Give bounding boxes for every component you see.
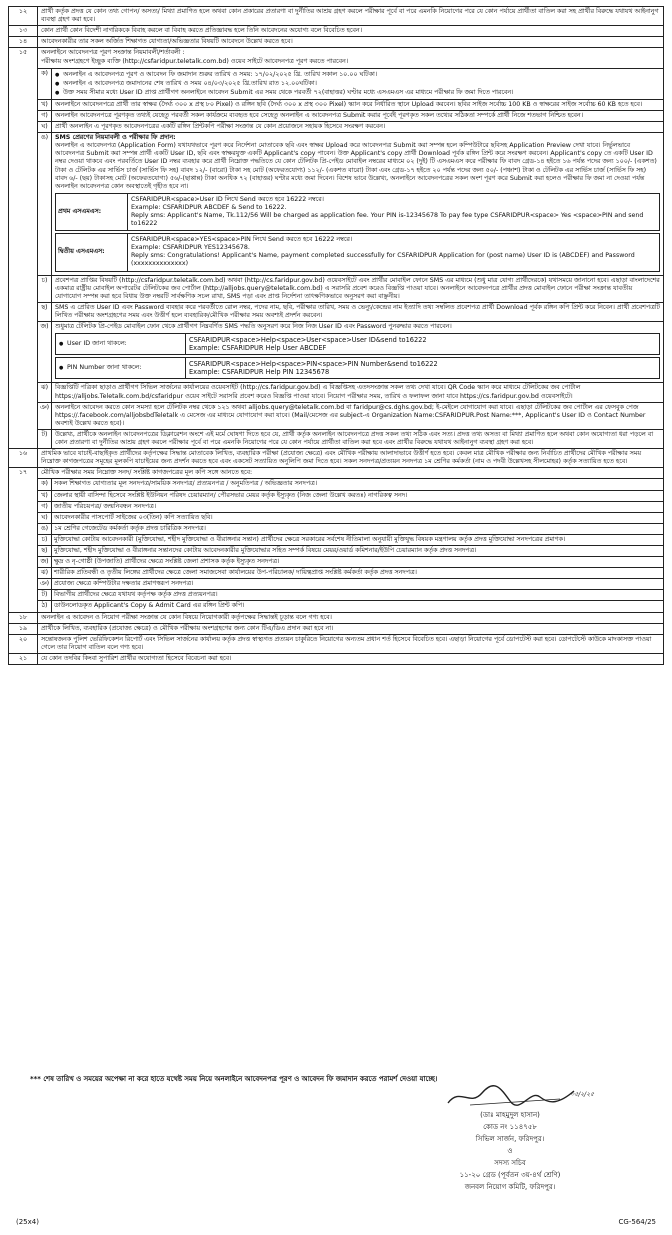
sms-instructions: অনলাইন এ আবেদনপত্র (Application Form) যথাযথভাবে পূরণ করে নির্দেশনা মোতাবেক ছবি এবং স্বাক্ষর Upload করে আবেদনপত্র Submit করা সম্পন্ন হলে কম্পিউটারে ছবিসহ Application Preview দেখা যাবে। নির্ভুলভাবে আবেদনপত্র Submit করা সম্পন্ন প্রার্থী একটি User ID, ছবি এবং স্বাক্ষরযুক্ত একটি Applicant's copy পাবেন। উক্ত Applicant's copy প্রার্থী Download পূর্বক রঙ্গিন প্রিন্ট করে সংরক্ষণ করবেন। Applicant's copy তে একটি User ID নম্বর দেওয়া থাকবে এবং পরবর্তিতে User ID নম্বর ব্যবহার করে প্রার্থী নিম্নোক্ত পদ্ধতিতে যে কোন টেলিটক প্রি-পেইড মোবাইল নম্বরের মাধ্যমে ০২ (দুই) টি এসএমএস করে পরীক্ষার ফি বাবদ গ্রেড-১৪ হইতে ১৬ পর্যন্ত পদের জন্য ১০০/- (একশত) টাকা ও টেলিটক এর সার্ভিস চার্জ (সার্ভিস ফি সহ) বাবদ ১২/- (বারো) টাকা সহ মোট (অফেরতযোগ্য) ১১২/- (একশত বারো) টাকা এবং গ্রেড-১৭ হইতে ২০ পর্যন্ত পদের জন্য ৫০/- (পঞ্চাশ) টাকা ও টেলিটক এর সার্ভিস চার্জ (সার্ভিস ফি সহ) বাবদ ৬/- (ছয়) টাকাসহ মোট (অফেরতযোগ্য) ৫৬/-(ছাপ্পান্ন) টাকা অনধিক ৭২ (বাহাত্তর) ঘণ্টার মধ্যে জমা দিবেন। বিশেষ ভাবে উল্লেখ্য, অনলাইনে আবেদনপত্রের সকল অংশ পূরণ করে Submit করা হলেও পরীক্ষার ফি জমা না দেওয়া পর্যন্ত অনলাইন আবেদনপত্র কোন অবস্থাতেই গৃহীত হবে না। <box>55 142 657 190</box>
signature-block <box>420 1083 600 1193</box>
table-row: ১৯ প্রার্থীকে লিখিত, ব্যবহারিক (প্রযোজ্য ক্ষেত্রে) ও মৌখিক পরীক্ষায় অংশগ্রহণের জন্য কোন টিএ/ডিএ প্রদান করা হবে না। <box>9 623 664 634</box>
list-item: ● অনলাইন এ আবেদনপত্র জমাদানের শেষ তারিখ ও সময় ০৪/০৩/২০২৫ খ্রি.তারিখ রাত ১২.০০ঘটিকা। <box>55 80 660 88</box>
signature-icon <box>440 1083 580 1109</box>
signatory-name: (ডাঃ মাহমুদুল হাসান) <box>480 1111 540 1119</box>
signatory-committee: জনবল নিয়োগ কমিটি, ফরিদপুর। <box>464 1183 556 1191</box>
table-row-documents: ১৭ মৌখিক পরীক্ষার সময় নিম্নোক্ত সনদ/ সংশ্লিষ্ট কাগজপত্রের মূল কপি সঙ্গে আনতে হবে: ক) সকল শিক্ষাগত যোগ্যতার মূল সনদপত্র/সাময়িক সনদপত্র/ প্রত্যয়নপত্র / অনুমতিপত্র / অভিজ্ঞতার সনদপত্র। খ) জেলার স্থায়ী বাসিন্দা হিসেবে সংশ্লিষ্ট ইউনিয়ন পরিষদ চেয়ারম্যান/ পৌরসভার মেয়র কর্তৃক ইস্যুকৃত (নিজ জেলা উল্লেখ করতঃ) নাগরিকত্ব সনদ। গ) জাতীয় পরিচয়পত্র/ জন্মনিবন্ধন সনদপত্র। ঘ) আবেদনকারীর পাসপোর্ট সাইজের ০৩(তিন) কপি সত্যায়িত ছবি। ঙ) ১ম শ্রেণির গেজেটেড কর্মকর্তা কর্তৃক প্রদত্ত চারিত্রিক সনদপত্র। চ) মুক্তিযোদ্ধা কোটায় আবেদনকারী (মুক্তিযোদ্ধা, শহীদ মুক্তিযোদ্ধা ও বীরাঙ্গনার সন্তান) প্রার্থীদের ক্ষেত্রে সরকারের সর্বশেষ নীতিমালা অনুযায়ী মুক্তিযুদ্ধ বিষয়ক মন্ত্রণালয় কর্তৃক প্রদত্ত মুক্তিযোদ্ধা সনদপত্রের প্রমাণক। ছ) মুক্তিযোদ্ধা, শহীদ মুক্তিযোদ্ধা ও বীরাঙ্গনার সন্তানদের কোটায় আবেদনকারীর মুক্তিযোদ্ধার সহিত সম্পর্ক বিষয়ে মেয়র/ওয়ার্ড কমিশনার/ইউপি চেয়ারম্যান কর্তৃক প্রদত্ত সনদপত্র। জ) ক্ষুদ্র ও নৃ-গোষ্ঠী (উপজাতি) প্রার্থীদের ক্ষেত্রে সংশ্লিষ্ট জেলা প্রশাসক কর্তৃক ইস্যুকৃত সনদপত্র। ঝ) শারীরিক প্রতিবন্ধী ও তৃতীয় লিঙ্গের প্রার্থীদের ক্ষেত্রে জেলা সমাজসেবা কার্যালয়ের উপ-পরিচালক/ দায়িত্বপ্রাপ্ত সংশ্লিষ্ট কর্মকর্তা কর্তৃক প্রদত্ত সনদপত্র। ঞ) প্রযোজ্য ক্ষেত্রে কম্পিউটার দক্ষতার প্রমাণস্বরূপ সনদপত্র। ট) বিভাগীয় প্রার্থীদের ক্ষেত্রে যথাযথ কর্তৃপক্ষ কর্তৃক প্রদত্ত প্রত্যয়নপত্র। ঠ) ডাউনলোডকৃত Applicant's Copy & Admit Card এর রঙ্গিন প্রিন্ট কপি। <box>9 468 664 612</box>
table-row: ১৪ আবেদনকারীর তার সকল অর্জিত শিক্ষাগত যোগ্যতা/অভিজ্ঞতার বিষয়টি আবেদনে উল্লেখ করতে হবে। <box>9 37 664 48</box>
signatory-secretary: সদস্য সচিব <box>494 1159 526 1167</box>
signatory-designation: সিভিল সার্জন, ফরিদপুর। <box>475 1135 545 1143</box>
sub-ga: গ) অনলাইন আবেদনপত্রে পূরণকৃত তথ্যই যেহেতু পরবর্তী সকল কার্যক্রমে ব্যবহৃত হবে সেহেতু অনলাইন এ আবেদনপত্র Submit করার পূর্বেই পূরণকৃত সকল তথ্যের সঠিকতা সম্পর্কে প্রার্থী নিজে শতভাগ নিশ্চিত হবেন। <box>38 110 663 121</box>
sub-gha: ঘ) প্রার্থী অনলাইন এ পূরণকৃত আবেদনপত্রের একটি রঙ্গিন প্রিন্টকপি পরীক্ষা সংক্রান্ত যে কোন প্রয়োজনে সহায়ক হিসেবে সংরক্ষণ করবেন। <box>38 121 663 132</box>
documents-title: মৌখিক পরীক্ষার সময় নিম্নোক্ত সনদ/ সংশ্লিষ্ট কাগজপত্রের মূল কপি সঙ্গে আনতে হবে: <box>41 469 253 477</box>
sub-ja: জ) শুধুমাত্র টেলিটক প্রি-পেইড মোবাইল ফোন থেকে প্রার্থীগণ নিম্নবর্ণিত SMS পদ্ধতি অনুসরণ করে নিজ নিজ User ID এবং Password পুনরুদ্ধার করতে পারবেন। ● User ID জানা থাকলে: CSFARIDPUR<space>Help<space>User<space>User ID&send to16222 Example: CSFARIDPUR Help User ABCDEF ● PIN Number জানা থাকলে: CSFARIDPUR<space>Help<space>PIN<space>PIN Number&send to16222 Example: CSFARIDPUR Help PIN 12345678 <box>38 321 663 382</box>
signatory-code: কোড নং ১১৪৭৫৮ <box>483 1123 537 1131</box>
sub-chha: ছ) SMS এ প্রেরিত User ID এবং Password ব্যবহার করে পরবর্তীতে রোল নম্বর, পদের নাম, ছবি, পরীক্ষার তারিখ, সময় ও ভেন্যু/কেন্দ্রের নাম ইত্যাদি তথ্য সম্বলিত প্রবেশপত্র প্রার্থী Download পূর্বক রঙ্গিন কপি প্রিন্ট করে নিবেন। প্রার্থী প্রবেশপত্রটি লিখিত পরীক্ষায় অংশগ্রহণের সময় এবং উত্তীর্ণ হলে ব্যবহারিক/মৌখিক পরীক্ষার সময় অবশ্যই প্রদর্শন করবেন। <box>38 302 663 321</box>
table-row-online-rules: ১৫ অনলাইনে আবেদনপত্র পূরণ সংক্রান্ত নিয়মাবলী/শর্তাবলী : পরীক্ষায় অংশগ্রহণে ইচ্ছুক ব্যক্তি (http://csfaridpur.teletalk.com.bd) ওয়েব সাইটে আবেদনপত্র পূরণ করতে পারবেন। ক) ● অনলাইন এ আবেদনপত্র পূরণ ও আবেদন ফি জমাদান শুরুর তারিখ ও সময়: ১৭/০২/২০২৫ খ্রি. তারিখ সকাল ১০.০০ ঘটিকা। ● অনলাইন এ আবেদনপত্র জমাদানের শেষ তারিখ ও সময় ০৪/০৩/২০২৫ খ্রি.তারিখ রাত ১২.০০ঘটিকা। ● উক্ত সময় সীমার মধ্যে User ID প্রাপ্ত প্রার্থীগণ অনলাইনে আবেদন Submit এর সময় থেকে পরবর্তী ৭২(বাহাত্তর) ঘণ্টার মধ্যে এসএমএস এর মাধ্যমে পরীক্ষার ফি জমা দিতে পারবেন। খ) অনলাইনে আবেদনপত্রে প্রার্থী তার স্বাক্ষর (দৈর্ঘ্য ৩০০ x প্রস্থ ৮০ Pixel) ও রঙ্গিন ছবি (দৈর্ঘ্য ৩০০ x প্রস্থ ৩০০ Pixel) স্ক্যান করে নির্ধারিত স্থানে Upload করবেন। ছবির সাইজ সর্বোচ্চ 100 KB ও স্বাক্ষরের সাইজ সর্বোচ্চ 60 KB হতে হবে। গ) অনলাইন আবেদনপত্রে পূরণকৃত তথ্যই যেহেতু পরবর্তী সকল কার্যক্রমে ব্যবহৃত হবে সেহেতু অনলাইন এ আবেদনপত্র Submit করার পূর্বেই পূরণকৃত সকল তথ্যের সঠিকতা সম্পর্কে প্রার্থী নিজে শতভাগ নিশ্চিত হবেন। ঘ) প্রার্থী অনলাইন এ পূরণকৃত আবেদনপত্রের একটি রঙ্গিন প্রিন্টকপি পরীক্ষা সংক্রান্ত যে কোন প্রয়োজনে সহায়ক হিসেবে সংরক্ষণ করবেন। ঙ) SMS প্রেরণের নিয়মাবলী ও পরীক্ষার ফি প্রদান: অনলাইন এ আবেদনপত্র (Application Form) যথাযথভাবে পূরণ করে নির্দেশনা মোতাবেক ছবি এবং স্বাক্ষর Upload করে আবেদনপত্র Submit করা সম্পন্ন হলে কম্পিউটারে ছবিসহ Application Preview দেখা যাবে। নির্ভুলভাবে আবেদনপত্র Submit করা সম্পন্ন প্রার্থী একটি User ID, ছবি এবং স্বাক্ষরযুক্ত একটি Applicant's copy পাবেন। উক্ত Applicant's copy প্রার্থী Download পূর্বক রঙ্গিন প্রিন্ট করে সংরক্ষণ করবেন। Applicant's copy তে একটি User ID নম্বর দেওয়া থাকবে এবং পরবর্তিতে User ID নম্বর ব্যবহার করে প্রার্থী নিম্নোক্ত পদ্ধতিতে যে কোন টেলিটক প্রি-পেইড মোবাইল নম্বরের মাধ্যমে ০২ (দুই) টি এসএমএস করে পরীক্ষার ফি বাবদ গ্রেড-১৪ হইতে ১৬ পর্যন্ত পদের জন্য ১০০/- (একশত) টাকা ও টেলিটক এর সার্ভিস চার্জ (সার্ভিস ফি সহ) বাবদ ১২/- (বারো) টাকা সহ মোট (অফেরতযোগ্য) ১১২/- (একশত বারো) টাকা এবং গ্রেড-১৭ হইতে ২০ পর্যন্ত পদের জন্য ৫০/- (পঞ্চাশ) টাকা ও টেলিটক এর সার্ভিস চার্জ (সার্ভিস ফি সহ) বাবদ ৬/- (ছয়) টাকাসহ মোট (অফেরতযোগ্য) ৫৬/-(ছাপ্পান্ন) টাকা অনধিক ৭২ (বাহাত্তর) ঘণ্টার মধ্যে জমা দিবেন। বিশেষ ভাবে উল্লেখ্য, অনলাইনে আবেদনপত্রের সকল অংশ পূরণ করে Submit করা হলেও পরীক্ষার ফি জমা না দেওয়া পর্যন্ত অনলাইন আবেদনপত্র কোন অবস্থাতেই গৃহীত হবে না। প্রথম এসএমএস: CSFARIDPUR<space>User ID লিখে Send করতে হবে 16222 নম্বরে। Example: CSFARIDPUR ABCDEF & Send to 16222. Reply sms: Applicant's Name, Tk.112/56 Will be charged as application fee. Your PIN is-12345678 To pay fee type CSFARIDPUR<space> Yes <space>PIN and send to16222 দ্বিতীয় এসএমএস: CSFARIDPUR<space>YES<space>PIN লিখে Send করতে হবে 16222 নম্বরে। Example: CSFARIDPUR YES12345678. Reply sms: Congratulations! Applicant's Name, payment completed successfully for CSFARIDPUR Application for (post name) User ID is (ABCDEF) and Password (xxxxxxxxxxxxxx) চ) প্রবেশপত্র প্রাপ্তির বিষয়টি (http://csfaridpur.teletalk.com.bd) অথবা (http://cs.faridpur.gov.bd) ওয়েবসাইটে এবং প্রার্থীর মোবাইল ফোনে SMS এর মাধ্যমে (শুধু মাত্র যোগ্য প্রার্থীদেরকে) যথাসময়ে জানানো হবে। এছাড়া বাংলাদেশের একমাত্র রাষ্ট্রীয় মোবাইল অপারেটর টেলিটকের জব পোর্টাল (http://alljobs.query@teletalk.com.bd) এ সরাসরি প্রবেশ করেও বিজ্ঞপ্তি পাওয়া যাবে। অনলাইনে আবেদনপত্রে প্রার্থীর প্রদত্ত মোবাইল ফোনে পরীক্ষা সংক্রান্ত যাবতীয় যোগাযোগ সম্পন্ন করা হবে বিধায় উক্ত নম্বরটি সার্বক্ষণিক সচল রাখা, SMS পড়া এবং প্রাপ্ত নির্দেশনা তাৎক্ষণিকভাবে অনুসরণ করা বাঞ্ছনীয়। ছ) SMS এ প্রেরিত User ID এবং Password ব্যবহার করে পরবর্তীতে রোল নম্বর, পদের নাম, ছবি, পরীক্ষার তারিখ, সময় ও ভেন্যু/কেন্দ্রের নাম ইত্যাদি তথ্য সম্বলিত প্রবেশপত্র প্রার্থী Download পূর্বক রঙ্গিন কপি প্রিন্ট করে নিবেন। প্রার্থী প্রবেশপত্রটি লিখিত পরীক্ষায় অংশগ্রহণের সময় এবং উত্তীর্ণ হলে ব্যবহারিক/মৌখিক পরীক্ষার সময় অবশ্যই প্রদর্শন করবেন। জ) শুধুমাত্র টেলিটক প্রি-পেইড মোবাইল ফোন থেকে প্রার্থীগণ নিম্নবর্ণিত SMS পদ্ধতি অনুসরণ করে নিজ নিজ User ID এবং Password পুনরুদ্ধার করতে পারবেন। ● User ID জানা থাকলে: CSFARIDPUR<space>Help<space>User<space>User ID&send to16222 Example: CSFARIDPUR Help User ABCDEF ● PIN Number জানা থাকলে: CSFARIDPUR<space>Help<space>PIN<space>PIN Number&send to16222 Example: CSFARIDPUR Help PIN 12345678 ঝ) বিজ্ঞপ্তিটি পত্রিকা ছাড়াও প্রার্থীগণ সিভিল সার্জনের কার্যালয়ের ওয়েবসাইট (http://cs.faridpur.gov.bd) এ বিজ্ঞপ্তিসহ এতদসংক্রান্ত সকল তথ্য দেখা যাবে। QR Code স্ক্যান করে মাধ্যমে টেলিটকের জব পোর্টাল https://alljobs.Teletalk.com.bd/csfaridpur ওয়েব সাইটে সরাসরি প্রবেশ করেও বিজ্ঞপ্তি পাওয়া যাবে। নিয়োগ পরীক্ষার সময়, তারিখ ও ফলাফল জানা যাবে https://cs.faridpur.gov.bd ওয়েবসাইটে। ঞ) অনলাইনে আবেদন করতে কোন সমস্যা হলে টেলিটক নম্বর থেকে ১২১ অথবা alljobs.query@teletalk.com.bd বা faridpur@cs.dghs.gov.bd; ই-মেইলে যোগাযোগ করা যাবে। এছাড়া টেলিটকের জব পোর্টাল এর ফেসবুক পেজ https://.facebook.com/alljobsbdTeletalk এ মেসেজ এর মাধ্যমে যোগাযোগ করা যাবে। (Mail/মেসেজ এর subject-এ Organization Name:CSFARIDPUR.Post Name:***, Applicant's User ID ও Contact Number অবশ্যই উল্লেখ করতে হবে)। ট) উল্লেখ্য, প্রার্থীকে অনলাইন আবেদনপত্রের ডিক্লারেশন অংশে এই মর্মে ঘোষণা দিতে হবে যে, প্রার্থী কর্তৃক অনলাইন আবেদনপত্রে প্রদত্ত সকল তথ্য সঠিক এবং সত্য। প্রদত্ত তথ্য অসত্য বা মিথ্যা প্রমাণিত হলে অথবা কোন অযোগ্যতা ধরা পড়লে বা কোন প্রতারণা বা দুর্নীতির আশ্রয় গ্রহণ করলে পরীক্ষার পূর্বে বা পরে এমনকি নিয়োগের পরে যে কোন পর্যায়ে প্রার্থীতা বাতিল করা হবে এবং প্রার্থীর বিরুদ্ধে যথাযথ আইনানুগ ব্যবস্থা গ্রহণ করা হবে। <box>9 48 664 449</box>
table-row: ১৩ কোন প্রার্থী কোন বিদেশী নাগরিককে বিবাহ করলে বা বিবাহ করতে প্রতিজ্ঞাবদ্ধ হলে তিনি আবেদনের অযোগ্য বলে বিবেচিত হবেন। <box>9 26 664 37</box>
table-row: ১২ প্রার্থী কর্তৃক প্রদত্ত যে কোন তথ্য গোপন/ অসত্য/ মিথ্যা প্রমাণিত হলে অথবা কোন প্রকারের প্রতারণা বা দুর্নীতির আশ্রয় গ্রহণ করলে পরীক্ষার পূর্বে বা পরে এমনকি নিয়োগের পরে যে কোন পর্যায়ে প্রার্থীতা বাতিল করা সহ প্রার্থীর বিরুদ্ধে যথাযথ আইনানুগ ব্যবস্থা গ্রহণ করা হবে। <box>9 7 664 26</box>
sms-heading: SMS প্রেরণের নিয়মাবলী ও পরীক্ষার ফি প্রদান: <box>55 134 176 142</box>
footer-code: CG-564/25 <box>618 1218 656 1226</box>
userid-help-box: ● User ID জানা থাকলে: CSFARIDPUR<space>Help<space>User<space>User ID&send to16222 Example: CSFARIDPUR Help User ABCDEF <box>55 333 660 355</box>
signatory-and: ও <box>507 1147 513 1155</box>
table-row: ১৬ প্রাথমিক ভাবে যাচাই-বাছাইকৃত প্রার্থীদের কর্তৃপক্ষের সিদ্ধান্ত মোতাবেক লিখিত, ব্যবহারিক পরীক্ষা (প্রযোজ্য ক্ষেত্রে) এবং মৌখিক পরীক্ষায় আলাদাভাবে উত্তীর্ণ হতে হবে। কেবল মাত্র মৌখিক পরীক্ষার জন্য নির্বাচিত প্রার্থীদের মৌখিক পরীক্ষার সময় নিম্নোক্ত কাগজপত্রের সমূহের মূলকপি যাচাইয়ের জন্য প্রদর্শন করতে হবে এবং একসেট সত্যায়িত অনুলিপি জমা দিতে হবে। সকল সনদপত্র/প্রত্যয়ন সনদপত্র ১ম শ্রেণির কর্মকর্তা (নাম ও পদবী উল্লেখসহ সীলমোহর) কর্তৃক সত্যায়িত হতে হবে। <box>9 449 664 468</box>
list-item: ● উক্ত সময় সীমার মধ্যে User ID প্রাপ্ত প্রার্থীগণ অনলাইনে আবেদন Submit এর সময় থেকে পরবর্তী ৭২(বাহাত্তর) ঘণ্টার মধ্যে এসএমএস এর মাধ্যমে পরীক্ষার ফি জমা দিতে পারবেন। <box>55 89 660 97</box>
signatory-grade: ১১-২০ গ্রেড (পূর্বতন ৩য়-৪র্থ শ্রেণি) <box>459 1171 561 1179</box>
sub-ka: ক) ● অনলাইন এ আবেদনপত্র পূরণ ও আবেদন ফি জমাদান শুরুর তারিখ ও সময়: ১৭/০২/২০২৫ খ্রি. তারিখ সকাল ১০.০০ ঘটিকা। ● অনলাইন এ আবেদনপত্র জমাদানের শেষ তারিখ ও সময় ০৪/০৩/২০২৫ খ্রি.তারিখ রাত ১২.০০ঘটিকা। ● উক্ত সময় সীমার মধ্যে User ID প্রাপ্ত প্রার্থীগণ অনলাইনে আবেদন Submit এর সময় থেকে পরবর্তী ৭২(বাহাত্তর) ঘণ্টার মধ্যে এসএমএস এর মাধ্যমে পরীক্ষার ফি জমা দিতে পারবেন। <box>38 68 663 99</box>
section-intro: পরীক্ষায় অংশগ্রহণে ইচ্ছুক ব্যক্তি (http://csfaridpur.teletalk.com.bd) ওয়েব সাইটে আবেদনপত্র পূরণ করতে পারবেন। <box>41 58 349 66</box>
terms-table <box>8 6 664 665</box>
sub-jha: ঝ) বিজ্ঞপ্তিটি পত্রিকা ছাড়াও প্রার্থীগণ সিভিল সার্জনের কার্যালয়ের ওয়েবসাইট (http://cs.faridpur.gov.bd) এ বিজ্ঞপ্তিসহ এতদসংক্রান্ত সকল তথ্য দেখা যাবে। QR Code স্ক্যান করে মাধ্যমে টেলিটকের জব পোর্টাল https://alljobs.Teletalk.com.bd/csfaridpur ওয়েব সাইটে সরাসরি প্রবেশ করেও বিজ্ঞপ্তি পাওয়া যাবে। নিয়োগ পরীক্ষার সময়, তারিখ ও ফলাফল জানা যাবে https://cs.faridpur.gov.bd ওয়েবসাইটে। <box>38 382 663 401</box>
documents-list: ক) সকল শিক্ষাগত যোগ্যতার মূল সনদপত্র/সাময়িক সনদপত্র/ প্রত্যয়নপত্র / অনুমতিপত্র / অভিজ্ঞতার সনদপত্র। খ) জেলার স্থায়ী বাসিন্দা হিসেবে সংশ্লিষ্ট ইউনিয়ন পরিষদ চেয়ারম্যান/ পৌরসভার মেয়র কর্তৃক ইস্যুকৃত (নিজ জেলা উল্লেখ করতঃ) নাগরিকত্ব সনদ। গ) জাতীয় পরিচয়পত্র/ জন্মনিবন্ধন সনদপত্র। ঘ) আবেদনকারীর পাসপোর্ট সাইজের ০৩(তিন) কপি সত্যায়িত ছবি। ঙ) ১ম শ্রেণির গেজেটেড কর্মকর্তা কর্তৃক প্রদত্ত চারিত্রিক সনদপত্র। চ) মুক্তিযোদ্ধা কোটায় আবেদনকারী (মুক্তিযোদ্ধা, শহীদ মুক্তিযোদ্ধা ও বীরাঙ্গনার সন্তান) প্রার্থীদের ক্ষেত্রে সরকারের সর্বশেষ নীতিমালা অনুযায়ী মুক্তিযুদ্ধ বিষয়ক মন্ত্রণালয় কর্তৃক প্রদত্ত মুক্তিযোদ্ধা সনদপত্রের প্রমাণক। ছ) মুক্তিযোদ্ধা, শহীদ মুক্তিযোদ্ধা ও বীরাঙ্গনার সন্তানদের কোটায় আবেদনকারীর মুক্তিযোদ্ধার সহিত সম্পর্ক বিষয়ে মেয়র/ওয়ার্ড কমিশনার/ইউপি চেয়ারম্যান কর্তৃক প্রদত্ত সনদপত্র। জ) ক্ষুদ্র ও নৃ-গোষ্ঠী (উপজাতি) প্রার্থীদের ক্ষেত্রে সংশ্লিষ্ট জেলা প্রশাসক কর্তৃক ইস্যুকৃত সনদপত্র। ঝ) শারীরিক প্রতিবন্ধী ও তৃতীয় লিঙ্গের প্রার্থীদের ক্ষেত্রে জেলা সমাজসেবা কার্যালয়ের উপ-পরিচালক/ দায়িত্বপ্রাপ্ত সংশ্লিষ্ট কর্মকর্তা কর্তৃক প্রদত্ত সনদপত্র। ঞ) প্রযোজ্য ক্ষেত্রে কম্পিউটার দক্ষতার প্রমাণস্বরূপ সনদপত্র। ট) বিভাগীয় প্রার্থীদের ক্ষেত্রে যথাযথ কর্তৃপক্ষ কর্তৃক প্রদত্ত প্রত্যয়নপত্র। ঠ) ডাউনলোডকৃত Applicant's Copy & Admit Card এর রঙ্গিন প্রিন্ট কপি। <box>38 478 663 611</box>
second-sms-box: দ্বিতীয় এসএমএস: CSFARIDPUR<space>YES<space>PIN লিখে Send করতে হবে 16222 নম্বরে। Example: CSFARIDPUR YES12345678. Reply sms: Congratulations! Applicant's Name, payment completed successfully for CSFARIDPUR Application for (post name) User ID is (ABCDEF) and Password (xxxxxxxxxxxxxx) <box>55 233 660 271</box>
section-title: অনলাইনে আবেদনপত্র পূরণ সংক্রান্ত নিয়মাবলী/শর্তাবলী : <box>41 49 185 57</box>
closing-advice: *** শেষ তারিখ ও সময়ের অপেক্ষা না করে হাতে যথেষ্ট সময় নিয়ে অনলাইনে আবেদনপত্র পূরণ ও আবেদন ফি জমাদান করতে পরামর্শ দেওয়া যাচ্ছে। <box>30 1075 438 1083</box>
sub-nya: ঞ) অনলাইনে আবেদন করতে কোন সমস্যা হলে টেলিটক নম্বর থেকে ১২১ অথবা alljobs.query@teletalk.com.bd বা faridpur@cs.dghs.gov.bd; ই-মেইলে যোগাযোগ করা যাবে। এছাড়া টেলিটকের জব পোর্টাল এর ফেসবুক পেজ https://.facebook.com/alljobsbdTeletalk এ মেসেজ এর মাধ্যমে যোগাযোগ করা যাবে। (Mail/মেসেজ এর subject-এ Organization Name:CSFARIDPUR.Post Name:***, Applicant's User ID ও Contact Number অবশ্যই উল্লেখ করতে হবে)। <box>38 402 663 429</box>
sub-sms-rules: ঙ) SMS প্রেরণের নিয়মাবলী ও পরীক্ষার ফি প্রদান: অনলাইন এ আবেদনপত্র (Application Form) যথাযথভাবে পূরণ করে নির্দেশনা মোতাবেক ছবি এবং স্বাক্ষর Upload করে আবেদনপত্র Submit করা সম্পন্ন হলে কম্পিউটারে ছবিসহ Application Preview দেখা যাবে। নির্ভুলভাবে আবেদনপত্র Submit করা সম্পন্ন প্রার্থী একটি User ID, ছবি এবং স্বাক্ষরযুক্ত একটি Applicant's copy পাবেন। উক্ত Applicant's copy প্রার্থী Download পূর্বক রঙ্গিন প্রিন্ট করে সংরক্ষণ করবেন। Applicant's copy তে একটি User ID নম্বর দেওয়া থাকবে এবং পরবর্তিতে User ID নম্বর ব্যবহার করে প্রার্থী নিম্নোক্ত পদ্ধতিতে যে কোন টেলিটক প্রি-পেইড মোবাইল নম্বরের মাধ্যমে ০২ (দুই) টি এসএমএস করে পরীক্ষার ফি বাবদ গ্রেড-১৪ হইতে ১৬ পর্যন্ত পদের জন্য ১০০/- (একশত) টাকা ও টেলিটক এর সার্ভিস চার্জ (সার্ভিস ফি সহ) বাবদ ১২/- (বারো) টাকা সহ মোট (অফেরতযোগ্য) ১১২/- (একশত বারো) টাকা এবং গ্রেড-১৭ হইতে ২০ পর্যন্ত পদের জন্য ৫০/- (পঞ্চাশ) টাকা ও টেলিটক এর সার্ভিস চার্জ (সার্ভিস ফি সহ) বাবদ ৬/- (ছয়) টাকাসহ মোট (অফেরতযোগ্য) ৫৬/-(ছাপ্পান্ন) টাকা অনধিক ৭২ (বাহাত্তর) ঘণ্টার মধ্যে জমা দিবেন। বিশেষ ভাবে উল্লেখ্য, অনলাইনে আবেদনপত্রের সকল অংশ পূরণ করে Submit করা হলেও পরীক্ষার ফি জমা না দেওয়া পর্যন্ত অনলাইন আবেদনপত্র কোন অবস্থাতেই গৃহীত হবে না। প্রথম এসএমএস: CSFARIDPUR<space>User ID লিখে Send করতে হবে 16222 নম্বরে। Example: CSFARIDPUR ABCDEF & Send to 16222. Reply sms: Applicant's Name, Tk.112/56 Will be charged as application fee. Your PIN is-12345678 To pay fee type CSFARIDPUR<space> Yes <space>PIN and send to16222 দ্বিতীয় এসএমএস: CSFARIDPUR<space>YES<space>PIN লিখে Send করতে হবে 16222 নম্বরে। Example: CSFARIDPUR YES12345678. Reply sms: Congratulations! Applicant's Name, payment completed successfully for CSFARIDPUR Application for (post name) User ID is (ABCDEF) and Password (xxxxxxxxxxxxxx) <box>38 132 663 274</box>
pin-help-box: ● PIN Number জানা থাকলে: CSFARIDPUR<space>Help<space>PIN<space>PIN Number&send to16222 Example: CSFARIDPUR Help PIN 12345678 <box>55 357 660 379</box>
sub-ta: ট) উল্লেখ্য, প্রার্থীকে অনলাইন আবেদনপত্রের ডিক্লারেশন অংশে এই মর্মে ঘোষণা দিতে হবে যে, প্রার্থী কর্তৃক অনলাইন আবেদনপত্রে প্রদত্ত সকল তথ্য সঠিক এবং সত্য। প্রদত্ত তথ্য অসত্য বা মিথ্যা প্রমাণিত হলে অথবা কোন অযোগ্যতা ধরা পড়লে বা কোন প্রতারণা বা দুর্নীতির আশ্রয় গ্রহণ করলে পরীক্ষার পূর্বে বা পরে এমনকি নিয়োগের পরে যে কোন পর্যায়ে প্রার্থীতা বাতিল করা হবে এবং প্রার্থীর বিরুদ্ধে যথাযথ আইনানুগ ব্যবস্থা গ্রহণ করা হবে। <box>38 429 663 448</box>
sub-kha: খ) অনলাইনে আবেদনপত্রে প্রার্থী তার স্বাক্ষর (দৈর্ঘ্য ৩০০ x প্রস্থ ৮০ Pixel) ও রঙ্গিন ছবি (দৈর্ঘ্য ৩০০ x প্রস্থ ৩০০ Pixel) স্ক্যান করে নির্ধারিত স্থানে Upload করবেন। ছবির সাইজ সর্বোচ্চ 100 KB ও স্বাক্ষরের সাইজ সর্বোচ্চ 60 KB হতে হবে। <box>38 99 663 110</box>
table-row: ২০ সন্তোষজনক পুলিশ ভেরিফিকেশন রিপোর্ট এবং সিভিল সার্জনের কার্যালয় কর্তৃক প্রদত্ত স্বাস্থ্যগত প্রত্যয়ন চাকুরিতে নিয়োগের অন্যতম প্রধান শর্ত হিসেবে বিবেচিত হবে। এছাড়া নিয়োগের পূর্বে ডোপটেস্ট করা হবে। ডোপটেস্টে কাউকে মাদকাসক্ত পাওয়া গেলে তার নিয়োগ বাতিল বলে গণ্য হবে। <box>9 634 664 653</box>
table-row: ১৮ অনলাইন এ আবেদন ও নিয়োগ পরীক্ষা সংক্রান্ত যে কোন বিষয়ে নিয়োগকারী কর্তৃপক্ষের সিদ্ধান্তই চূড়ান্ত বলে গণ্য হবে। <box>9 612 664 623</box>
signed-date: ০৫/২/২৫ <box>570 1091 594 1098</box>
sub-cha: চ) প্রবেশপত্র প্রাপ্তির বিষয়টি (http://csfaridpur.teletalk.com.bd) অথবা (http://cs.faridpur.gov.bd) ওয়েবসাইটে এবং প্রার্থীর মোবাইল ফোনে SMS এর মাধ্যমে (শুধু মাত্র যোগ্য প্রার্থীদেরকে) যথাসময়ে জানানো হবে। এছাড়া বাংলাদেশের একমাত্র রাষ্ট্রীয় মোবাইল অপারেটর টেলিটকের জব পোর্টাল (http://alljobs.query@teletalk.com.bd) এ সরাসরি প্রবেশ করেও বিজ্ঞপ্তি পাওয়া যাবে। অনলাইনে আবেদনপত্রে প্রার্থীর প্রদত্ত মোবাইল ফোনে পরীক্ষা সংক্রান্ত যাবতীয় যোগাযোগ সম্পন্ন করা হবে বিধায় উক্ত নম্বরটি সার্বক্ষণিক সচল রাখা, SMS পড়া এবং প্রাপ্ত নির্দেশনা তাৎক্ষণিকভাবে অনুসরণ করা বাঞ্ছনীয়। <box>38 275 663 302</box>
first-sms-box: প্রথম এসএমএস: CSFARIDPUR<space>User ID লিখে Send করতে হবে 16222 নম্বরে। Example: CSFARIDPUR ABCDEF & Send to 16222. Reply sms: Applicant's Name, Tk.112/56 Will be charged as application fee. Your PIN is-12345678 To pay fee type CSFARIDPUR<space> Yes <space>PIN and send to16222 <box>55 193 660 231</box>
footer-size: (25x4) <box>16 1218 39 1226</box>
table-row: ২১ যে কোন তদবির কিংবা সুপারিশ প্রার্থীর অযোগ্যতা হিসেবে বিবেচনা করা হবে। <box>9 653 664 664</box>
list-item: ● অনলাইন এ আবেদনপত্র পূরণ ও আবেদন ফি জমাদান শুরুর তারিখ ও সময়: ১৭/০২/২০২৫ খ্রি. তারিখ সকাল ১০.০০ ঘটিকা। <box>55 71 660 79</box>
